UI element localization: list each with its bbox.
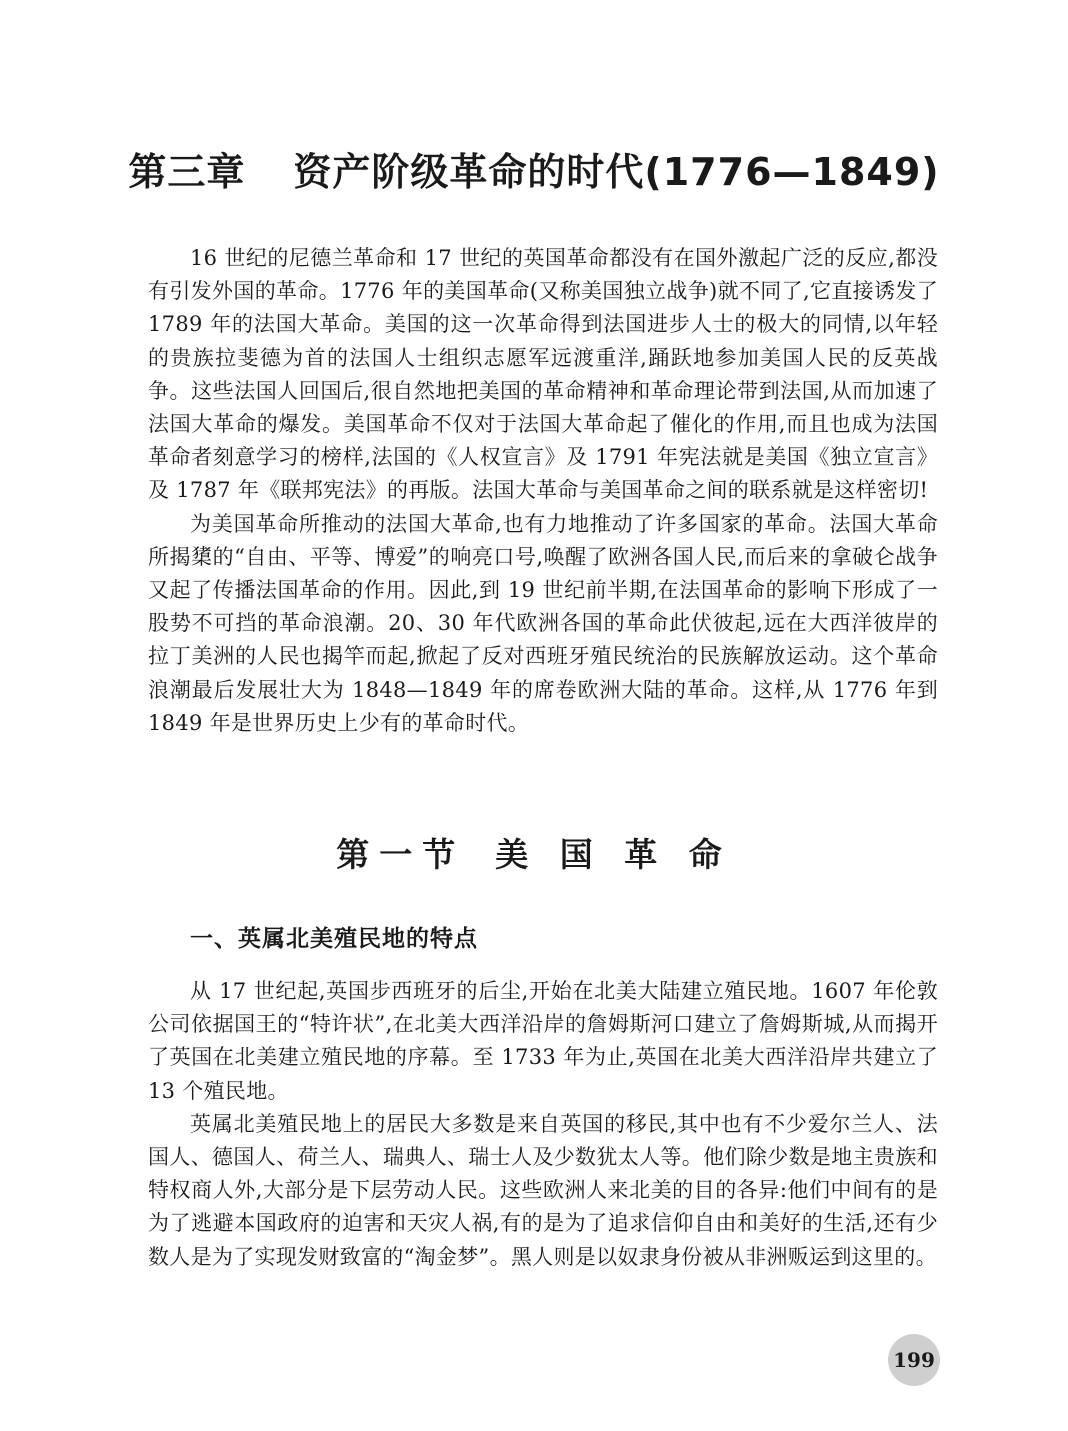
subsection-title: 一、英属北美殖民地的特点 bbox=[190, 926, 478, 952]
subsection-paragraph-2: 英属北美殖民地上的居民大多数是来自英国的移民,其中也有不少爱尔兰人、法国人、德国人、荷兰人、瑞典人、瑞士人及少数犹太人等。他们除少数是地主贵族和特权商人外,大部分是下层劳动人民。这些欧洲人来北美的目的各异:他们中间有的是为了逃避本国政府的迫害和天灾人祸,有的是为了追求信仰自由和美好的生活,还有少数人是为了实现发财致富的“淘金梦”。黑人则是以奴隶身份被从非洲贩运到这里的。 bbox=[148, 1111, 938, 1269]
intro-paragraph-2: 为美国革命所推动的法国大革命,也有力地推动了许多国家的革命。法国大革命所揭橥的“自由、平等、博爱”的响亮口号,唤醒了欧洲各国人民,而后来的拿破仑战争又起了传播法国革命的作用。因此,到 19 世纪前半期,在法国革命的影响下形成了一股势不可挡的革命浪潮。20、30 年代欧洲各国的革命此伏彼起,远在大西洋彼岸的拉丁美洲的人民也揭竿而起,掀起了反对西班牙殖民统治的民族解放运动。这个革命浪潮最后发展壮大为 1848—1849 年的席卷欧洲大陆的革命。这样,从 1776 年到 1849 年是世界历史上少有的革命时代。 bbox=[148, 511, 938, 735]
section-label: 第一节 bbox=[336, 835, 466, 874]
intro-paragraph-1: 16 世纪的尼德兰革命和 17 世纪的英国革命都没有在国外激起广泛的反应,都没有引发外国的革命。1776 年的美国革命(又称美国独立战争)就不同了,它直接诱发了 1789 年的法国大革命。美国的这一次革命得到法国进步人士的极大的同情,以年轻的贵族拉斐德为首的法国人士组织志愿军远渡重洋,踊跃地参加美国人民的反英战争。这些法国人回国后,很自然地把美国的革命精神和革命理论带到法国,从而加速了法国大革命的爆发。美国革命不仅对于法国大革命起了催化的作用,而且也成为法国革命者刻意学习的榜样,法国的《人权宣言》及 1791 年宪法就是美国《独立宣言》及 1787 年《联邦宪法》的再版。法国大革命与美国革命之间的联系就是这样密切! bbox=[148, 246, 938, 503]
subsection-paragraph-1: 从 17 世纪起,英国步西班牙的后尘,开始在北美大陆建立殖民地。1607 年伦敦公司依据国王的“特许状”,在北美大西洋沿岸的詹姆斯河口建立了詹姆斯城,从而揭开了英国在北美建立殖民地的序幕。至 1733 年为止,英国在北美大西洋沿岸共建立了 13 个殖民地。 bbox=[148, 979, 938, 1103]
chapter-title bbox=[0, 146, 1068, 198]
chapter-title-text: 资产阶级革命的时代(1776—1849) bbox=[293, 150, 940, 194]
section-title-text: 美 国 革 命 bbox=[495, 835, 732, 874]
section-title bbox=[0, 832, 1068, 878]
chapter-label: 第三章 bbox=[128, 150, 246, 194]
page-number-badge: 199 bbox=[888, 1334, 940, 1386]
intro-text bbox=[148, 242, 938, 740]
subsection-text bbox=[148, 975, 938, 1274]
